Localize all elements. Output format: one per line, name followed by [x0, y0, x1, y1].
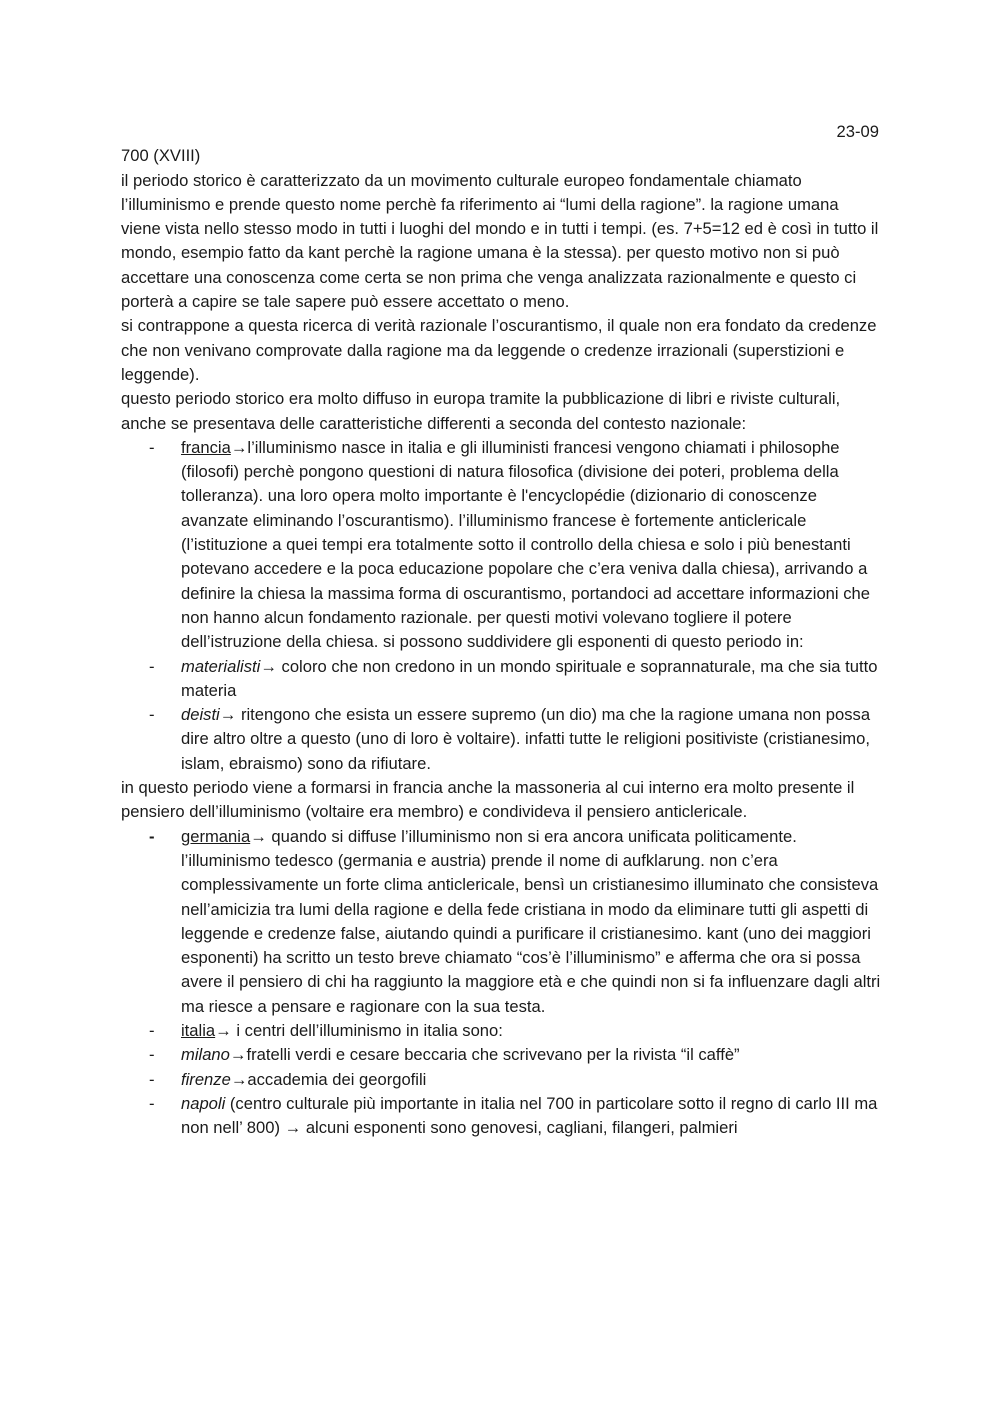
document-title: 700 (XVIII): [121, 146, 201, 166]
massoneria-paragraph: in questo periodo viene a formarsi in francia anche la massoneria al cui interno era molto presente il pensiero dell’illuminismo (voltaire era membro) e condivideva il pensiero anticlericale.: [121, 778, 855, 822]
arrow-glyph: →: [215, 1020, 232, 1040]
arrow-glyph: →: [230, 437, 248, 457]
item-text: fratelli verdi e cesare beccaria che scrivevano per la rivista “il caffè”: [246, 1045, 740, 1065]
term-deisti: deisti: [181, 705, 220, 725]
list-dash: -: [149, 1069, 155, 1089]
list-dash: -: [149, 1093, 155, 1113]
date-label: 23-09: [836, 122, 879, 141]
list-dash: -: [149, 437, 155, 457]
list-dash: -: [149, 656, 155, 676]
term-germania: germania: [181, 826, 251, 846]
term-napoli: napoli: [181, 1093, 226, 1113]
list-dash: -: [149, 826, 155, 846]
list-item-milano: [121, 1043, 881, 1067]
item-text: i centri dell’illuminismo in italia sono:: [231, 1020, 503, 1040]
intro-paragraph-2: si contrappone a questa ricerca di verità razionale l’oscurantismo, il quale non era fondato da credenze che non venivano comprovate dalla ragione ma da leggende o credenze irrazionali (superstizioni e leggende).: [121, 316, 877, 384]
item-text: l’illuminismo nasce in italia e gli illuministi francesi vengono chiamati i philosophe (filosofi) perchè pongono questioni di natura filosofica (divisione dei poteri, problema della tolleranza). una loro opera molto importante è l'encyclopédie (dizionario di conoscenze avanzate eliminando l’oscurantismo). l’illuminismo francese è fortemente anticlericale (l’istituzione a quei tempi era totalmente sotto il controllo della chiesa e solo i più benestanti potevano accedere e la poca educazione popolare che c’era veniva dalla chiesa), arrivando a definire la chiesa la massima forma di oscurantismo, portandoci ad accettare informazioni che non hanno alcun fondamento razionale. per questi motivi volevano togliere il potere dell’istruzione della chiesa. si possono suddividere gli esponenti di questo periodo in:: [181, 437, 870, 652]
list-dash: -: [149, 705, 155, 725]
item-text: ritengono che esista un essere supremo (un dio) ma che la ragione umana non possa dire altro oltre a questo (uno di loro è voltaire). infatti tutte le religioni positiviste (cristianesimo, islam, ebraismo) sono da rifiutare.: [181, 705, 871, 773]
list-item-firenze: [121, 1068, 881, 1092]
list-item-deisti: [121, 703, 881, 776]
term-milano: milano: [181, 1045, 230, 1065]
term-francia: francia: [181, 437, 231, 457]
list-item-napoli: [121, 1092, 881, 1141]
item-text: accademia dei georgofili: [247, 1069, 427, 1089]
list-dash: -: [149, 1045, 155, 1065]
list-item-italia: [121, 1019, 881, 1043]
list-dash: -: [149, 1020, 155, 1040]
arrow-glyph: →: [230, 1069, 248, 1089]
term-firenze: firenze: [181, 1069, 231, 1089]
term-italia: italia: [181, 1020, 216, 1040]
national-context-list: [121, 436, 881, 776]
list-item-francia: [121, 436, 881, 655]
item-text: coloro che non credono in un mondo spirituale e soprannaturale, ma che sia tutto materia: [181, 656, 878, 700]
list-item-materialisti: [121, 655, 881, 704]
arrow-glyph: →: [250, 826, 267, 846]
intro-paragraph-3: questo periodo storico era molto diffuso in europa tramite la pubblicazione di libri e riviste culturali, anche se presentava delle caratteristiche differenti a seconda del contesto nazionale:: [121, 389, 841, 433]
arrow-glyph: →: [229, 1045, 247, 1065]
intro-paragraph-1: il periodo storico è caratterizzato da un movimento culturale europeo fondamentale chiamato l’illuminismo e prende questo nome perchè fa riferimento ai “lumi della ragione”. la ragione umana viene vista nello stesso modo in tutti i luoghi del mondo e in tutti i tempi. (es. 7+5=12 ed è così in tutto il mondo, esempio fatto da kant perchè la ragione umana è la stessa). per questo motivo non si può accettare una conoscenza come certa se non prima che venga analizzata razionalmente e questo ci porterà a capire se tale sapere può essere accettato o meno.: [121, 170, 879, 312]
document-page: [121, 120, 881, 1140]
list-item-germania: [121, 825, 881, 1019]
arrow-glyph: →: [260, 656, 277, 676]
item-text: quando si diffuse l’illuminismo non si era ancora unificata politicamente. l’illuminismo tedesco (germania e austria) prende il nome di aufklarung. non c’era complessivamente un forte clima anticlericale, bensì un cristianesimo illuminato che consisteva nell’amicizia tra lumi della ragione e della fede cristiana in modo da eliminare tutti gli aspetti di leggende e credenze false, aiutando quindi a purificare il cristianesimo. kant (uno dei maggiori esponenti) ha scritto un testo breve chiamato “cos’è l’illuminismo” e afferma che ora si possa avere il pensiero di chi ha raggiunto la maggiore età e che quindi non si fa influenzare dagli altri ma riesce a pensare e ragionare con la sua testa.: [181, 826, 881, 1016]
term-materialisti: materialisti: [181, 656, 261, 676]
arrow-glyph: →: [219, 705, 237, 725]
item-text: (centro culturale più importante in italia nel 700 in particolare sotto il regno di carlo III ma non nell’ 800) → alcuni esponenti sono genovesi, cagliani, filangeri, palmieri: [181, 1093, 878, 1138]
regions-list: [121, 825, 881, 1141]
